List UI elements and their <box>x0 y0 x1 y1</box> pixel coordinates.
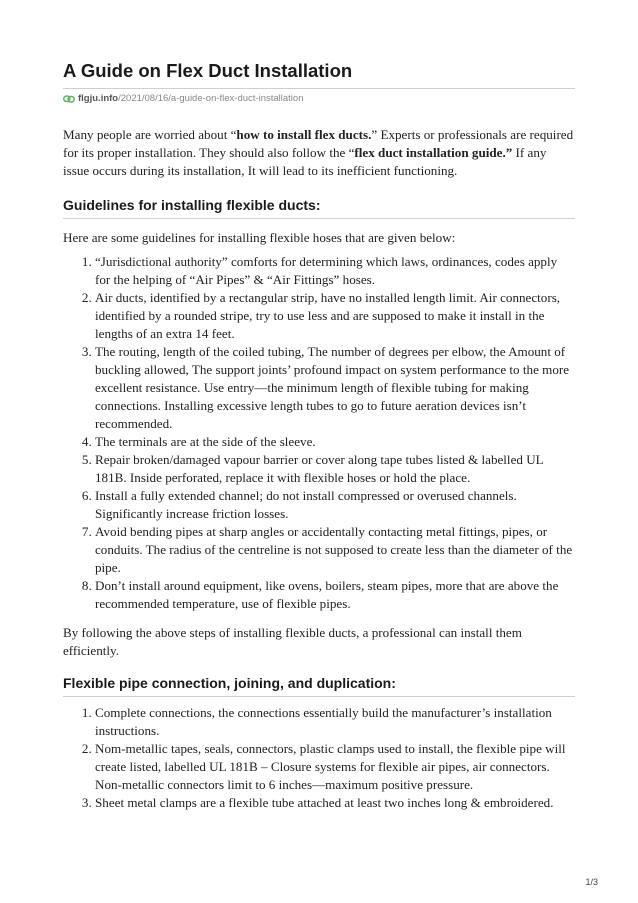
source-path[interactable]: /2021/08/16/a-guide-on-flex-duct-installation <box>118 93 304 104</box>
intro-paragraph <box>63 126 575 180</box>
list-item: 1. Complete connections, the connections essentially build the manufacturer’s installation instructions. <box>95 704 575 740</box>
source-domain[interactable]: flgju.info <box>78 93 119 104</box>
link-icon <box>63 95 75 103</box>
list-item: 7. Avoid bending pipes at sharp angles or accidentally contacting metal fittings, pipes, or conduits. The radius of the centreline is not supposed to create less than the diameter of the pipe. <box>95 523 575 577</box>
source-url[interactable] <box>63 88 575 104</box>
section-heading-connection: Flexible pipe connection, joining, and duplication: <box>63 675 575 697</box>
connection-list <box>63 704 575 812</box>
intro-bold-1: how to install flex ducts. <box>236 127 372 142</box>
list-item: 3. The routing, length of the coiled tubing, The number of degrees per elbow, the Amount of buckling allowed, The support joints’ profound impact on system performance to the more excellent resistance. Use entry—the minimum length of flexible tubing for making connections. Installing excessive length tubes to go to future aeration devices isn’t recommended. <box>95 343 575 433</box>
section-heading-guidelines: Guidelines for installing flexible ducts: <box>63 197 575 219</box>
list-item: 5. Repair broken/damaged vapour barrier or cover along tape tubes listed & labelled UL 181B. Inside perforated, replace it with flexible hoses or hold the place. <box>95 451 575 487</box>
page-number: 1/3 <box>585 877 598 887</box>
list-item: 8. Don’t install around equipment, like ovens, boilers, steam pipes, more that are above the recommended temperature, use of flexible pipes. <box>95 577 575 613</box>
intro-bold-2: flex duct installation guide.” <box>354 145 513 160</box>
guidelines-list <box>63 253 575 613</box>
intro-text-1: Many people are worried about “ <box>63 127 237 142</box>
list-item: 6. Install a fully extended channel; do not install compressed or overused channels. Significantly increase friction losses. <box>95 487 575 523</box>
list-item: 4. The terminals are at the side of the sleeve. <box>95 433 575 451</box>
intro-text-2: ” Experts or professionals are required for its proper installation. They should also follow the “ <box>63 127 574 160</box>
page-title: A Guide on Flex Duct Installation <box>63 60 353 81</box>
list-item: 1. “Jurisdictional authority” comforts for determining which laws, ordinances, codes apply for the helping of “Air Pipes” & “Air Fittings” hoses. <box>95 253 575 289</box>
intro-text-3: If any issue occurs during its installation, It will lead to its inefficient functioning. <box>63 145 547 178</box>
list-item: 3. Sheet metal clamps are a flexible tube attached at least two inches long & embroidered. <box>95 794 575 812</box>
summary-paragraph: By following the above steps of installing flexible ducts, a professional can install them efficiently. <box>63 625 522 658</box>
section-lead: Here are some guidelines for installing flexible hoses that are given below: <box>63 230 456 245</box>
list-item: 2. Nom-metallic tapes, seals, connectors, plastic clamps used to install, the flexible pipe will create listed, labelled UL 181B – Closure systems for flexible air pipes, air connectors. Non-metallic connectors limit to 6 inches—maximum positive pressure. <box>95 740 575 794</box>
list-item: 2. Air ducts, identified by a rectangular strip, have no installed length limit. Air connectors, identified by a rounded stripe, try to use less and are supposed to make it install in the lengths of an extra 14 feet. <box>95 289 575 343</box>
article <box>63 60 575 812</box>
